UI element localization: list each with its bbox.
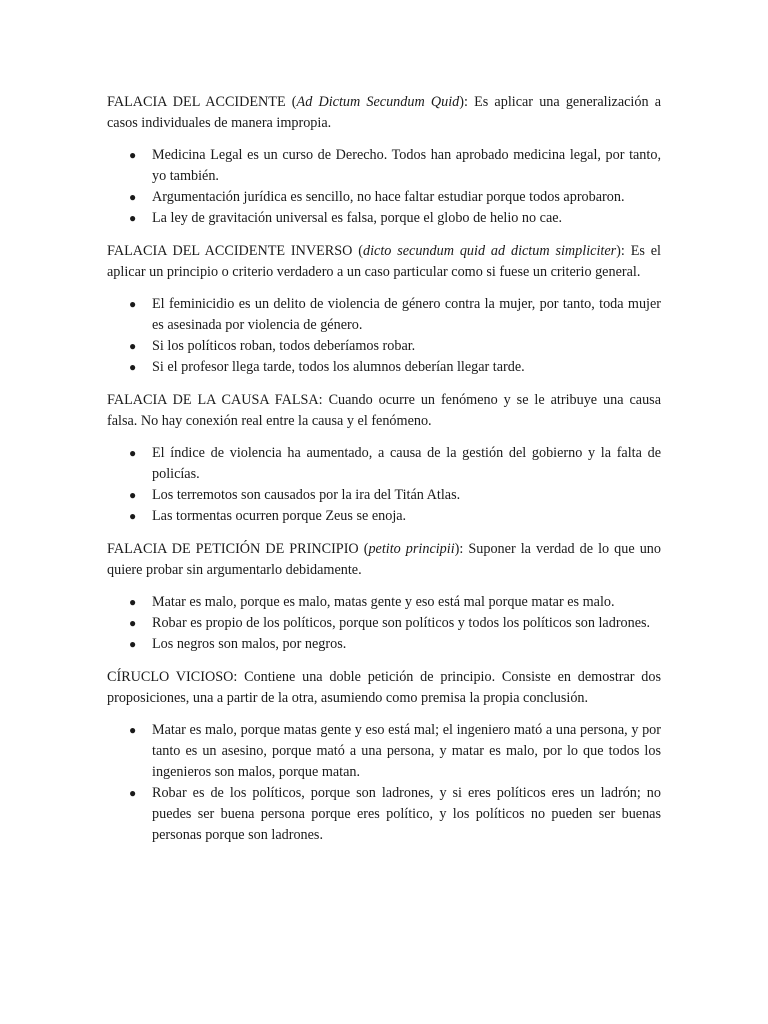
list-item-text: Medicina Legal es un curso de Derecho. Todos han aprobado medicina legal, por tanto, yo también. [152, 147, 661, 184]
bullet-icon: ● [129, 190, 137, 204]
list-item [107, 634, 661, 655]
bullet-icon: ● [129, 637, 137, 651]
list-item [107, 613, 661, 634]
example-list [107, 592, 661, 655]
section-definition [107, 92, 661, 134]
latin-term: dicto secundum quid ad dictum simpliciter [362, 243, 617, 259]
list-item [107, 357, 661, 378]
bullet-icon: ● [129, 339, 137, 353]
bullet-icon: ● [129, 211, 137, 225]
list-item [107, 208, 661, 229]
section-heading: FALACIA DEL ACCIDENTE INVERSO ( [107, 243, 363, 259]
definition-text: Contiene una doble petición de principio. Consiste en demostrar dos proposiciones, una a partir de la otra, asumiendo como premisa la propia conclusión. [107, 669, 662, 706]
list-item [107, 336, 661, 357]
bullet-icon: ● [129, 616, 137, 630]
example-list [107, 720, 661, 846]
bullet-icon: ● [129, 595, 137, 609]
example-list [107, 443, 661, 527]
list-item [107, 145, 661, 187]
list-item [107, 783, 661, 846]
list-item [107, 506, 661, 527]
section-definition [107, 539, 661, 581]
list-item-text: Las tormentas ocurren porque Zeus se enoja. [152, 508, 407, 524]
bullet-icon: ● [129, 297, 137, 311]
example-list [107, 294, 661, 378]
list-item-text: Robar es propio de los políticos, porque son políticos y todos los políticos son ladrones. [152, 615, 651, 631]
bullet-icon: ● [129, 446, 137, 460]
list-item-text: Si el profesor llega tarde, todos los alumnos deberían llegar tarde. [152, 359, 525, 375]
list-item [107, 187, 661, 208]
section-falacia-causa-falsa [107, 390, 661, 527]
definition-text: Cuando ocurre un fenómeno y se le atribuye una causa falsa. No hay conexión real entre la causa y el fenómeno. [107, 392, 661, 429]
section-definition [107, 390, 661, 432]
list-item [107, 720, 661, 783]
bullet-icon: ● [129, 723, 137, 737]
section-heading: FALACIA DE PETICIÓN DE PRINCIPIO ( [107, 541, 369, 557]
list-item [107, 485, 661, 506]
list-item [107, 294, 661, 336]
list-item-text: Los terremotos son causados por la ira del Titán Atlas. [152, 487, 461, 503]
section-heading: FALACIA DE LA CAUSA FALSA: [107, 392, 329, 408]
section-definition [107, 667, 661, 709]
bullet-icon: ● [129, 786, 137, 800]
bullet-icon: ● [129, 148, 137, 162]
list-item-text: Matar es malo, porque es malo, matas gente y eso está mal porque matar es malo. [152, 594, 615, 610]
bullet-icon: ● [129, 360, 137, 374]
list-item-text: Argumentación jurídica es sencillo, no hace faltar estudiar porque todos aprobaron. [152, 189, 625, 205]
document-page [107, 92, 661, 858]
section-falacia-accidente-inverso [107, 241, 661, 378]
latin-term: Ad Dictum Secundum Quid [296, 94, 460, 110]
section-falacia-accidente [107, 92, 661, 229]
definition-text: ): Es aplicar una generalización a casos individuales de manera impropia. [107, 94, 662, 131]
definition-text: ): Es el aplicar un principio o criterio verdadero a un caso particular como si fuese un criterio general. [107, 243, 661, 280]
list-item-text: Robar es de los políticos, porque son ladrones, y si eres políticos eres un ladrón; no puedes ser buena persona porque eres político, y los políticos no pueden ser buenas personas porque son ladrones. [152, 785, 661, 843]
definition-text: ): Suponer la verdad de lo que uno quiere probar sin argumentarlo debidamente. [107, 541, 661, 578]
section-circulo-vicioso [107, 667, 661, 846]
list-item-text: El índice de violencia ha aumentado, a causa de la gestión del gobierno y la falta de policías. [152, 445, 661, 482]
latin-term: petito principii [368, 541, 455, 557]
list-item-text: Los negros son malos, por negros. [152, 636, 347, 652]
section-heading: CÍRUCLO VICIOSO: [107, 669, 245, 685]
list-item-text: La ley de gravitación universal es falsa, porque el globo de helio no cae. [152, 210, 563, 226]
list-item-text: El feminicidio es un delito de violencia de género contra la mujer, por tanto, toda mujer es asesinada por violencia de género. [152, 296, 661, 333]
list-item [107, 443, 661, 485]
bullet-icon: ● [129, 509, 137, 523]
section-definition [107, 241, 661, 283]
list-item-text: Si los políticos roban, todos deberíamos robar. [152, 338, 416, 354]
section-heading: FALACIA DEL ACCIDENTE ( [107, 94, 297, 110]
bullet-icon: ● [129, 488, 137, 502]
example-list [107, 145, 661, 229]
list-item-text: Matar es malo, porque matas gente y eso está mal; el ingeniero mató a una persona, y por tanto es un asesino, porque mató a una persona, y matar es malo, por lo que todos los ingenieros son malos, porque matan. [152, 722, 661, 780]
section-falacia-peticion-principio [107, 539, 661, 655]
list-item [107, 592, 661, 613]
